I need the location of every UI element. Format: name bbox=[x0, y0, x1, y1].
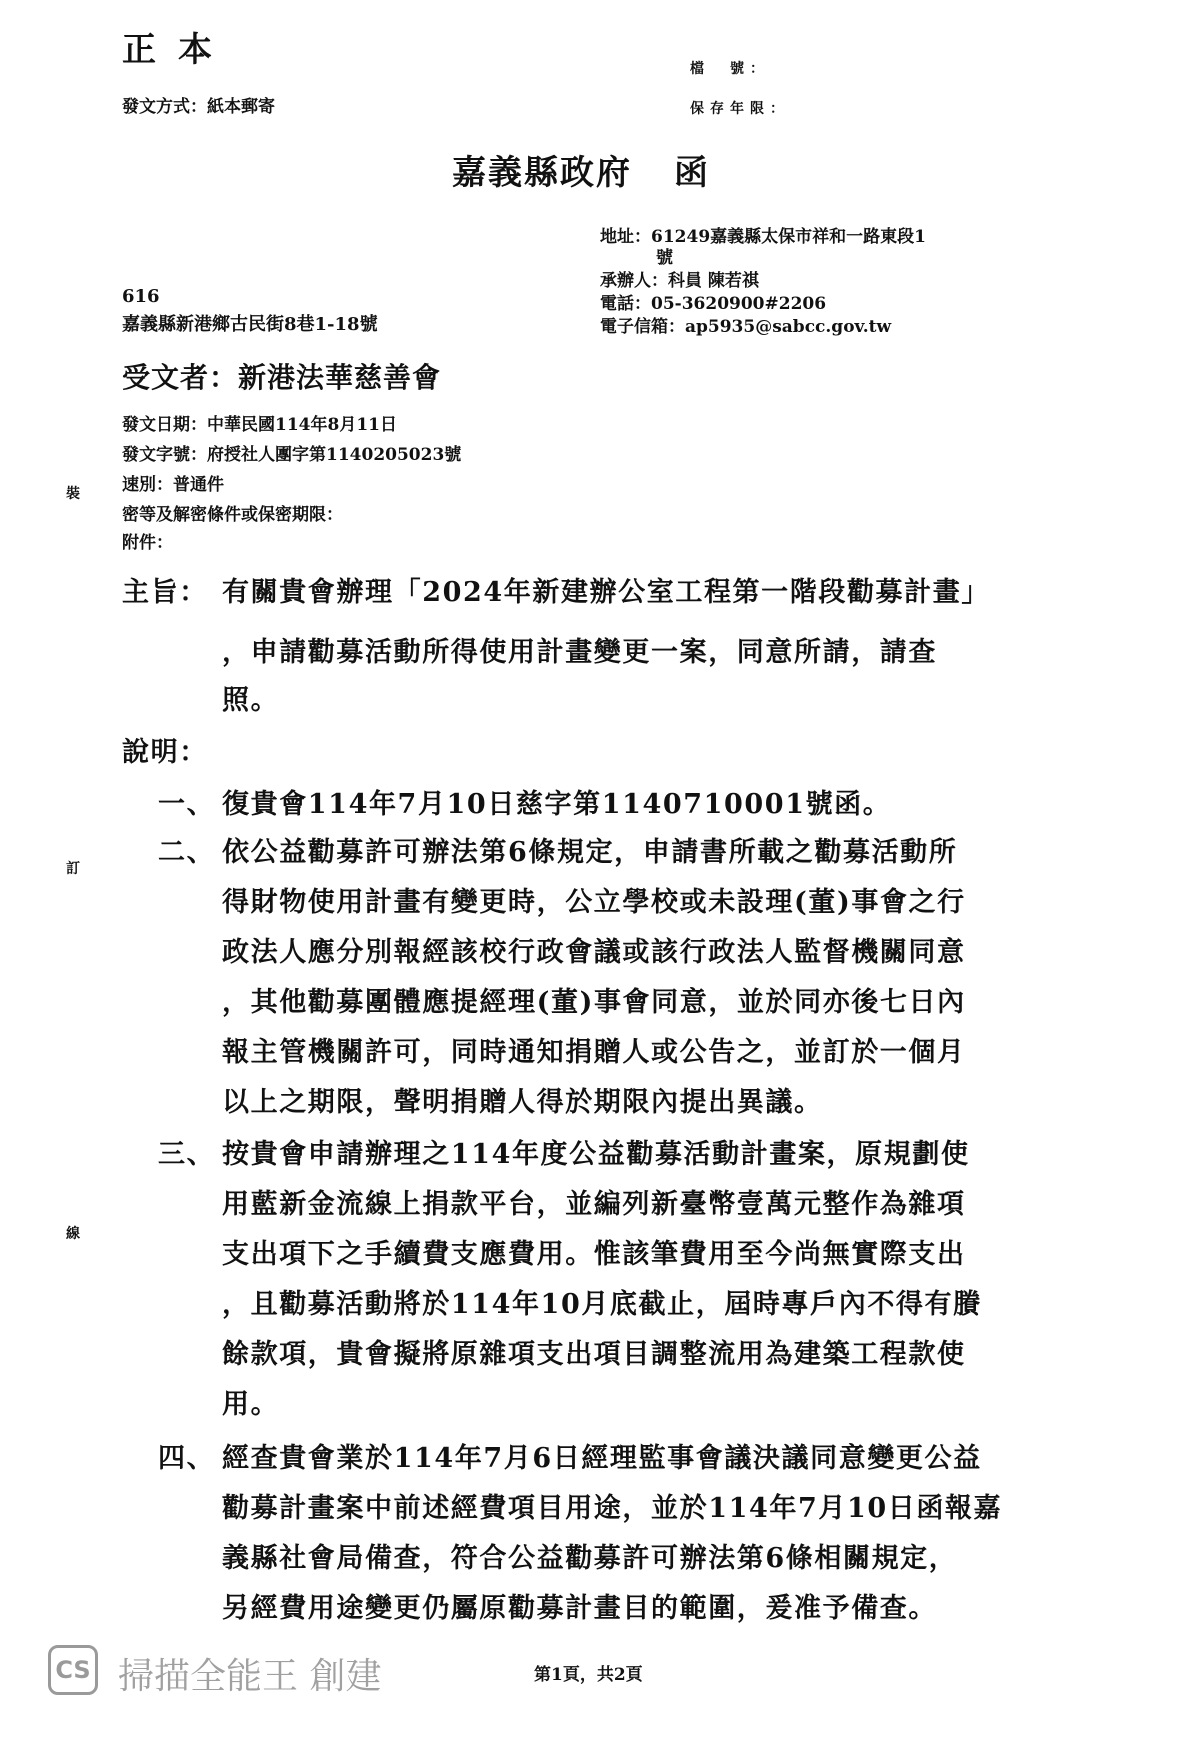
issue-date: 發文日期：中華民國114年8月11日 bbox=[122, 415, 397, 435]
document-title bbox=[452, 145, 710, 194]
email-address: 電子信箱：ap5935@sabcc.gov.tw bbox=[600, 317, 892, 337]
recipient-address: 嘉義縣新港鄉古民街8巷1-18號 bbox=[122, 314, 378, 335]
recipient-zip: 616 bbox=[122, 286, 160, 307]
subject-line: ，申請勸募活動所得使用計畫變更一案，同意所請，請查 bbox=[222, 637, 937, 668]
subject-line: 有關貴會辦理「2024年新建辦公室工程第一階段勸募計畫」 bbox=[222, 577, 990, 608]
item-line: 政法人應分別報經該校行政會議或該行政法人監督機關同意 bbox=[222, 937, 966, 968]
camscanner-logo-icon: CS bbox=[48, 1645, 98, 1695]
scanner-watermark-text: 掃描全能王 創建 bbox=[118, 1656, 382, 1697]
item-number: 一、 bbox=[158, 789, 216, 820]
item-line: 義縣社會局備查，符合公益勸募許可辦法第6條相關規定， bbox=[222, 1543, 958, 1574]
item-line: ，其他勸募團體應提經理(董)事會同意，並於同亦後七日內 bbox=[222, 987, 966, 1018]
retention-period-label: 保存年限： bbox=[690, 101, 790, 117]
attachment-label: 附件： bbox=[122, 533, 173, 553]
item-line: 報主管機關許可，同時通知捐贈人或公告之，並訂於一個月 bbox=[222, 1037, 966, 1068]
recipient-name: 受文者：新港法華慈善會 bbox=[122, 361, 442, 394]
file-number-label: 檔 號： bbox=[690, 61, 770, 77]
item-line: 勸募計畫案中前述經費項目用途，並於114年7月10日函報嘉 bbox=[222, 1493, 1003, 1524]
item-line: 以上之期限，聲明捐贈人得於期限內提出異議。 bbox=[222, 1087, 823, 1118]
item-line: 按貴會申請辦理之114年度公益勸募活動計畫案，原規劃使 bbox=[222, 1139, 970, 1170]
item-line: 餘款項，貴會擬將原雜項支出項目調整流用為建築工程款使 bbox=[222, 1339, 966, 1370]
item-line: 用藍新金流線上捐款平台，並編列新臺幣壹萬元整作為雜項 bbox=[222, 1189, 966, 1220]
item-line: 經查貴會業於114年7月6日經理監事會議決議同意變更公益 bbox=[222, 1443, 982, 1474]
subject-line: 照。 bbox=[222, 685, 280, 716]
agency-name: 嘉義縣政府 bbox=[452, 153, 632, 193]
copy-type-label: 正本 bbox=[122, 30, 234, 70]
sender-address-line1: 地址：61249嘉義縣太保市祥和一路東段1 bbox=[600, 227, 926, 247]
secrecy-level: 密等及解密條件或保密期限： bbox=[122, 505, 343, 525]
phone-number: 電話：05-3620900#2206 bbox=[600, 294, 827, 314]
item-line: 用。 bbox=[222, 1389, 280, 1420]
subject-label: 主旨： bbox=[122, 577, 208, 608]
binding-mark-zhuang: 裝 bbox=[66, 486, 80, 502]
handler-name: 承辦人：科員 陳若祺 bbox=[600, 271, 759, 291]
item-number: 二、 bbox=[158, 837, 216, 868]
item-line: ，且勸募活動將於114年10月底截止，屆時專戶內不得有賸 bbox=[222, 1289, 982, 1320]
item-line: 復貴會114年7月10日慈字第1140710001號函。 bbox=[222, 789, 892, 820]
send-method: 發文方式：紙本郵寄 bbox=[122, 97, 275, 117]
item-number: 四、 bbox=[158, 1443, 216, 1474]
document-number: 發文字號：府授社人團字第1140205023號 bbox=[122, 445, 462, 465]
delivery-speed: 速別：普通件 bbox=[122, 475, 224, 495]
binding-mark-ding: 訂 bbox=[66, 861, 80, 877]
document-type: 函 bbox=[674, 153, 710, 193]
item-line: 得財物使用計畫有變更時，公立學校或未設理(董)事會之行 bbox=[222, 887, 966, 918]
explanation-label: 說明： bbox=[122, 737, 208, 768]
item-line: 依公益勸募許可辦法第6條規定，申請書所載之勸募活動所 bbox=[222, 837, 958, 868]
item-line: 另經費用途變更仍屬原勸募計畫目的範圍，爰准予備查。 bbox=[222, 1593, 937, 1624]
item-line: 支出項下之手續費支應費用。惟該筆費用至今尚無實際支出 bbox=[222, 1239, 966, 1270]
sender-address-line2: 號 bbox=[656, 248, 673, 268]
item-number: 三、 bbox=[158, 1139, 216, 1170]
binding-mark-xian: 線 bbox=[66, 1226, 80, 1242]
page-number: 第1頁，共2頁 bbox=[534, 1665, 643, 1685]
